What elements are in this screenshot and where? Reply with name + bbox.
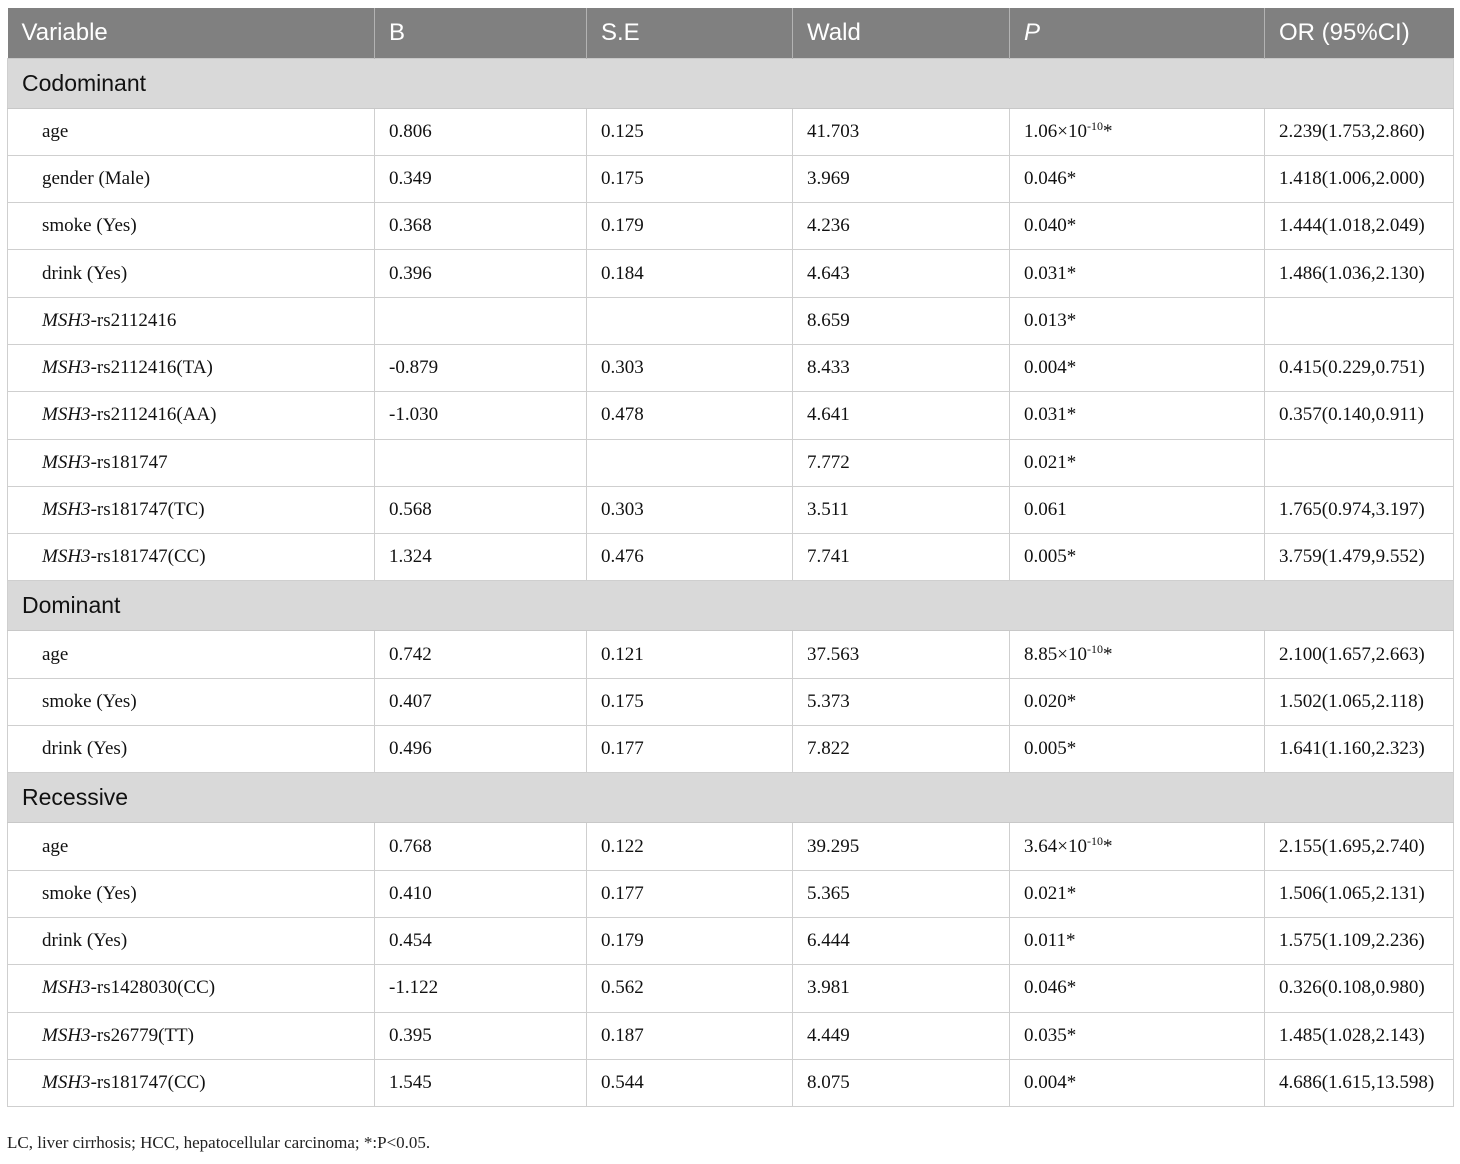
p-value: 0.013* [1024,309,1077,331]
cell-variable [8,1012,375,1059]
p-exponent: -10 [1086,833,1103,848]
cell-or: 2.239(1.753,2.860) [1265,108,1454,155]
cell-b: 0.349 [375,155,587,202]
variable-name: -rs181747 [90,451,168,473]
p-exponent: -10 [1086,641,1103,656]
p-value: 0.040* [1024,215,1077,237]
p-value: 0.004* [1024,1071,1077,1093]
cell-se [587,439,793,486]
cell-wald: 5.373 [793,678,1010,725]
cell-variable [8,917,375,964]
cell-p [1010,108,1265,155]
p-value: 0.031* [1024,404,1077,426]
cell-se: 0.179 [587,917,793,964]
cell-p [1010,1012,1265,1059]
cell-se: 0.121 [587,631,793,678]
p-significance: * [1102,120,1113,142]
cell-p [1010,823,1265,870]
cell-b: -1.030 [375,392,587,439]
table-row [8,1012,1454,1059]
p-value: 0.011* [1024,930,1076,952]
cell-b: 0.396 [375,250,587,297]
cell-se: 0.544 [587,1059,793,1106]
cell-p [1010,870,1265,917]
cell-variable [8,678,375,725]
p-value: 0.035* [1024,1024,1077,1046]
cell-b: 1.545 [375,1059,587,1106]
cell-b: 0.410 [375,870,587,917]
cell-se: 0.303 [587,486,793,533]
table-row [8,726,1454,773]
cell-or [1265,439,1454,486]
table-row [8,631,1454,678]
cell-or: 0.326(0.108,0.980) [1265,965,1454,1012]
cell-or: 1.485(1.028,2.143) [1265,1012,1454,1059]
cell-or: 1.575(1.109,2.236) [1265,917,1454,964]
p-significance: * [1102,643,1113,665]
cell-or: 1.444(1.018,2.049) [1265,203,1454,250]
table-row [8,392,1454,439]
p-value: 0.046* [1024,977,1077,999]
cell-b: 0.454 [375,917,587,964]
cell-variable [8,297,375,344]
cell-p [1010,392,1265,439]
cell-or: 1.486(1.036,2.130) [1265,250,1454,297]
p-value: 1.06×10 [1024,120,1087,142]
cell-variable [8,823,375,870]
cell-b: -1.122 [375,965,587,1012]
cell-b: 0.768 [375,823,587,870]
table-row [8,870,1454,917]
cell-se: 0.476 [587,534,793,581]
cell-wald: 4.449 [793,1012,1010,1059]
cell-variable [8,534,375,581]
cell-wald: 8.433 [793,344,1010,391]
section-row [8,581,1454,631]
p-value: 0.020* [1024,690,1077,712]
cell-or: 0.357(0.140,0.911) [1265,392,1454,439]
cell-p [1010,534,1265,581]
variable-name: drink (Yes) [42,930,128,952]
section-title: Dominant [8,581,1454,631]
cell-variable [8,439,375,486]
cell-p [1010,486,1265,533]
cell-b: 0.395 [375,1012,587,1059]
header-se: S.E [587,8,793,58]
cell-wald: 6.444 [793,917,1010,964]
cell-se: 0.125 [587,108,793,155]
header-p: P [1010,8,1265,58]
cell-b: 0.368 [375,203,587,250]
variable-name: -rs181747(CC) [90,1071,206,1093]
cell-p [1010,297,1265,344]
cell-b: -0.879 [375,344,587,391]
cell-variable [8,250,375,297]
p-exponent: -10 [1086,118,1103,133]
cell-p [1010,726,1265,773]
cell-variable [8,1059,375,1106]
table-row [8,203,1454,250]
cell-p [1010,965,1265,1012]
section-title: Codominant [8,58,1454,108]
table-row [8,155,1454,202]
cell-or: 2.100(1.657,2.663) [1265,631,1454,678]
p-value: 0.061 [1024,499,1067,521]
table-row [8,965,1454,1012]
section-row [8,58,1454,108]
cell-p [1010,155,1265,202]
cell-se [587,297,793,344]
p-value: 3.64×10 [1024,835,1087,857]
cell-variable [8,965,375,1012]
table-row [8,250,1454,297]
p-significance: * [1102,835,1113,857]
cell-variable [8,392,375,439]
cell-p [1010,439,1265,486]
cell-or: 1.765(0.974,3.197) [1265,486,1454,533]
variable-name: -rs1428030(CC) [90,977,216,999]
p-value: 0.031* [1024,262,1077,284]
section-title: Recessive [8,773,1454,823]
variable-name: smoke (Yes) [42,215,137,237]
cell-or: 2.155(1.695,2.740) [1265,823,1454,870]
cell-se: 0.187 [587,1012,793,1059]
p-value: 0.021* [1024,882,1077,904]
header-variable: Variable [8,8,375,58]
cell-b [375,297,587,344]
cell-or [1265,297,1454,344]
table-row [8,534,1454,581]
cell-p [1010,678,1265,725]
variable-name: -rs26779(TT) [90,1024,194,1046]
cell-variable [8,108,375,155]
cell-se: 0.179 [587,203,793,250]
cell-variable [8,486,375,533]
cell-variable [8,155,375,202]
cell-or: 1.502(1.065,2.118) [1265,678,1454,725]
cell-wald: 3.969 [793,155,1010,202]
gene-name: MSH3 [42,1024,91,1046]
gene-name: MSH3 [42,499,91,521]
cell-b: 0.742 [375,631,587,678]
cell-p [1010,203,1265,250]
table-footnote: LC, liver cirrhosis; HCC, hepatocellular carcinoma; *:P<0.05. [7,1133,431,1152]
gene-name: MSH3 [42,357,91,379]
p-value: 8.85×10 [1024,643,1087,665]
cell-variable [8,631,375,678]
variable-name: gender (Male) [42,167,151,189]
cell-wald: 3.511 [793,486,1010,533]
variable-name: -rs2112416(TA) [90,357,213,379]
cell-wald: 5.365 [793,870,1010,917]
header-b: B [375,8,587,58]
cell-wald: 41.703 [793,108,1010,155]
cell-wald: 37.563 [793,631,1010,678]
gene-name: MSH3 [42,404,91,426]
cell-or: 3.759(1.479,9.552) [1265,534,1454,581]
table-row [8,486,1454,533]
cell-wald: 7.822 [793,726,1010,773]
cell-se: 0.478 [587,392,793,439]
cell-p [1010,917,1265,964]
cell-wald: 3.981 [793,965,1010,1012]
table-header [8,8,1454,58]
p-value: 0.021* [1024,451,1077,473]
cell-or: 0.415(0.229,0.751) [1265,344,1454,391]
variable-name: smoke (Yes) [42,882,137,904]
regression-table [7,8,1454,1107]
cell-se: 0.562 [587,965,793,1012]
p-value: 0.004* [1024,357,1077,379]
cell-b: 1.324 [375,534,587,581]
header-row [8,8,1454,58]
cell-se: 0.175 [587,155,793,202]
p-value: 0.005* [1024,546,1077,568]
gene-name: MSH3 [42,309,91,331]
gene-name: MSH3 [42,451,91,473]
variable-name: -rs2112416(AA) [90,404,217,426]
cell-or: 1.506(1.065,2.131) [1265,870,1454,917]
p-value: 0.046* [1024,167,1077,189]
cell-b: 0.568 [375,486,587,533]
variable-name: -rs181747(CC) [90,546,206,568]
table-row [8,678,1454,725]
cell-wald: 4.641 [793,392,1010,439]
cell-wald: 8.659 [793,297,1010,344]
variable-name: age [42,120,69,142]
table-row [8,439,1454,486]
header-wald: Wald [793,8,1010,58]
table-row [8,297,1454,344]
table-body [8,58,1454,1107]
header-or: OR (95%CI) [1265,8,1454,58]
cell-or: 1.418(1.006,2.000) [1265,155,1454,202]
cell-variable [8,870,375,917]
variable-name: smoke (Yes) [42,690,137,712]
cell-variable [8,203,375,250]
variable-name: drink (Yes) [42,738,128,760]
cell-wald: 8.075 [793,1059,1010,1106]
cell-p [1010,631,1265,678]
cell-or: 4.686(1.615,13.598) [1265,1059,1454,1106]
cell-b: 0.407 [375,678,587,725]
variable-name: -rs2112416 [90,309,177,331]
table-row [8,917,1454,964]
gene-name: MSH3 [42,546,91,568]
cell-wald: 39.295 [793,823,1010,870]
cell-b: 0.496 [375,726,587,773]
table-row [8,1059,1454,1106]
cell-se: 0.303 [587,344,793,391]
variable-name: -rs181747(TC) [90,499,205,521]
cell-variable [8,344,375,391]
gene-name: MSH3 [42,1071,91,1093]
cell-p [1010,250,1265,297]
gene-name: MSH3 [42,977,91,999]
cell-b [375,439,587,486]
cell-p [1010,344,1265,391]
cell-wald: 4.236 [793,203,1010,250]
variable-name: age [42,835,69,857]
cell-wald: 7.772 [793,439,1010,486]
cell-se: 0.175 [587,678,793,725]
section-row [8,773,1454,823]
cell-wald: 4.643 [793,250,1010,297]
cell-variable [8,726,375,773]
variable-name: drink (Yes) [42,262,128,284]
table-row [8,344,1454,391]
variable-name: age [42,643,69,665]
table-row [8,108,1454,155]
cell-se: 0.177 [587,726,793,773]
cell-se: 0.122 [587,823,793,870]
cell-b: 0.806 [375,108,587,155]
p-value: 0.005* [1024,738,1077,760]
cell-se: 0.177 [587,870,793,917]
table-row [8,823,1454,870]
cell-or: 1.641(1.160,2.323) [1265,726,1454,773]
cell-p [1010,1059,1265,1106]
cell-se: 0.184 [587,250,793,297]
regression-table-container [7,8,1453,1107]
cell-wald: 7.741 [793,534,1010,581]
